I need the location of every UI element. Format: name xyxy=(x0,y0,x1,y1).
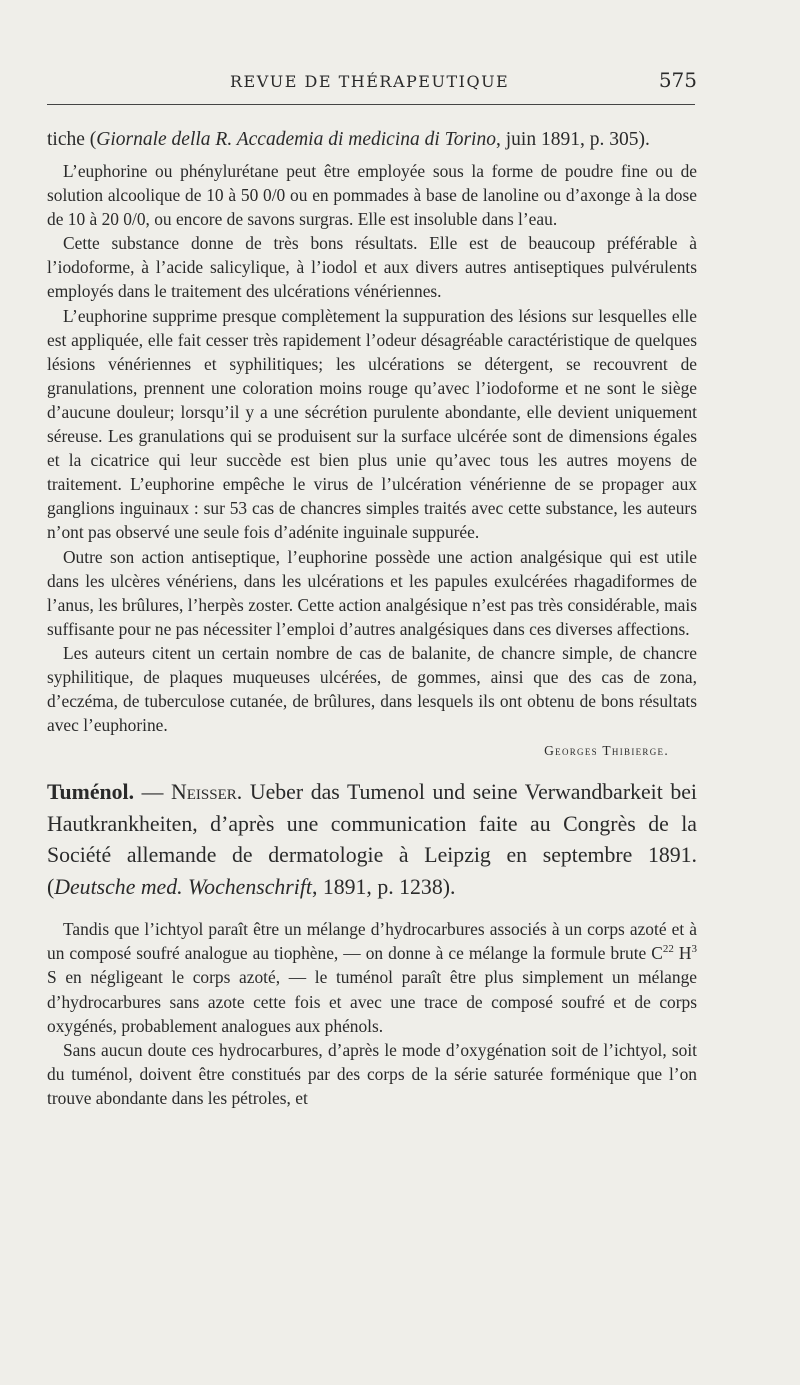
body-text xyxy=(47,126,697,1110)
page-number: 575 xyxy=(658,68,697,92)
paragraph: Cette substance donne de très bons résultats. Elle est de beaucoup préférable à l’iodoforme, à l’acide salicylique, à l’iodol et aux divers autres antiseptiques pulvérulents employés dans le traitement des ulcérations vénériennes. xyxy=(47,233,697,302)
paragraph: Les auteurs citent un certain nombre de cas de balanite, de chancre simple, de chancre syphilitique, de plaques muqueuses ulcérées, de gommes, ainsi que des cas de zona, d’eczéma, de tuberculose cutanée, de brûlures, dans lesquels ils ont obtenu de bons résultats avec l’euphorine. xyxy=(47,642,697,736)
heading-dash: — xyxy=(134,780,172,805)
paragraph: L’euphorine supprime presque complètement la suppuration des lésions sur lesquelles elle est appliquée, elle fait cesser très rapidement l’odeur désagréable caractéristique de quelques lésions vénériennes et syphilitiques; les ulcérations se détergent, se recouvrent de granulations, prennent une coloration moins rouge qu’avec l’iodoforme et ne sont le siège d’aucune douleur; lorsqu’il y a une sécrétion purulente abondante, elle devient uniquement séreuse. Les granulations qui se produisent sur la surface ulcérée sont de dimensions égales et la cicatrice qui leur succède est bien plus unie qu’avec tous les autres moyens de traitement. L’euphorine empêche le virus de l’ulcération vénérienne de se propager aux ganglions inguinaux : sur 53 cas de chancres simples traités avec cette substance, les auteurs n’ont pas observé une seule fois d’adénite inguinale suppurée. xyxy=(47,305,697,543)
cite-start: tiche ( xyxy=(47,129,97,150)
author-signature: Georges Thibierge. xyxy=(544,743,669,759)
superscript: 3 xyxy=(691,943,697,956)
journal-title: Deutsche med. Wochenschrift xyxy=(54,874,312,899)
article-title-end: , 1891, p. 1238). xyxy=(311,874,456,899)
superscript: 22 xyxy=(662,943,674,956)
paragraph: Outre son action antiseptique, l’euphorine possède une action analgésique qui est utile dans les ulcères vénériens, dans les ulcérations et les papules exulcérées rhagadiformes de l’anus, les brûlures, l’herpès zoster. Cette action analgésique n’est pas très considérable, mais suffisante pour ne pas nécessiter l’emploi d’autres analgésiques dans ces diverses affections. xyxy=(47,546,697,639)
citation-continuation xyxy=(47,126,697,153)
text-run: H xyxy=(673,943,692,964)
running-title: REVUE DE THÉRAPEUTIQUE xyxy=(230,72,510,91)
text-run: Tandis que l’ichtyol paraît être un mélange d’hydrocarbures associés à un corps azoté et à un composé soufré analogue au tiophène, — on donne à ce mélange la formule brute C xyxy=(47,919,697,964)
cite-end: , juin 1891, p. 305). xyxy=(495,129,650,150)
article-author: Neisser xyxy=(171,780,237,805)
article-title: . Ueber das Tumenol und seine Verwandbarkeit bei Hautkrankheiten, d’après une communication faite au Congrès de la Société allemande de dermatologie à Leipzig en septembre 1891. ( xyxy=(47,780,697,899)
paragraph xyxy=(47,917,697,1037)
paragraph: L’euphorine ou phénylurétane peut être employée sous la forme de poudre fine ou de solution alcoolique de 10 à 50 0/0 ou en pommades à base de lanoline ou d’axonge à la dose de 10 à 20 0/0, ou encore de savons surgras. Elle est insoluble dans l’eau. xyxy=(47,161,697,230)
article-name: Tuménol. xyxy=(47,780,135,805)
running-header xyxy=(47,66,697,96)
text-run: S en négligeant le corps azoté, — le tuménol paraît être plus simplement un mélange d’hydrocarbures sans azote cette fois et avec une trace de composé soufré et de corps oxygénés, probablement analogues aux phénols. xyxy=(47,967,697,1036)
paragraph: Sans aucun doute ces hydrocarbures, d’après le mode d’oxygénation soit de l’ichtyol, soit du tuménol, doivent être constitués par des corps de la série saturée forménique que l’on trouve abondante dans les pétroles, et xyxy=(47,1039,697,1108)
article-heading xyxy=(47,777,697,903)
header-rule xyxy=(47,104,695,105)
journal-title: Giornale della R. Accademia di medicina di Torino xyxy=(96,129,496,150)
